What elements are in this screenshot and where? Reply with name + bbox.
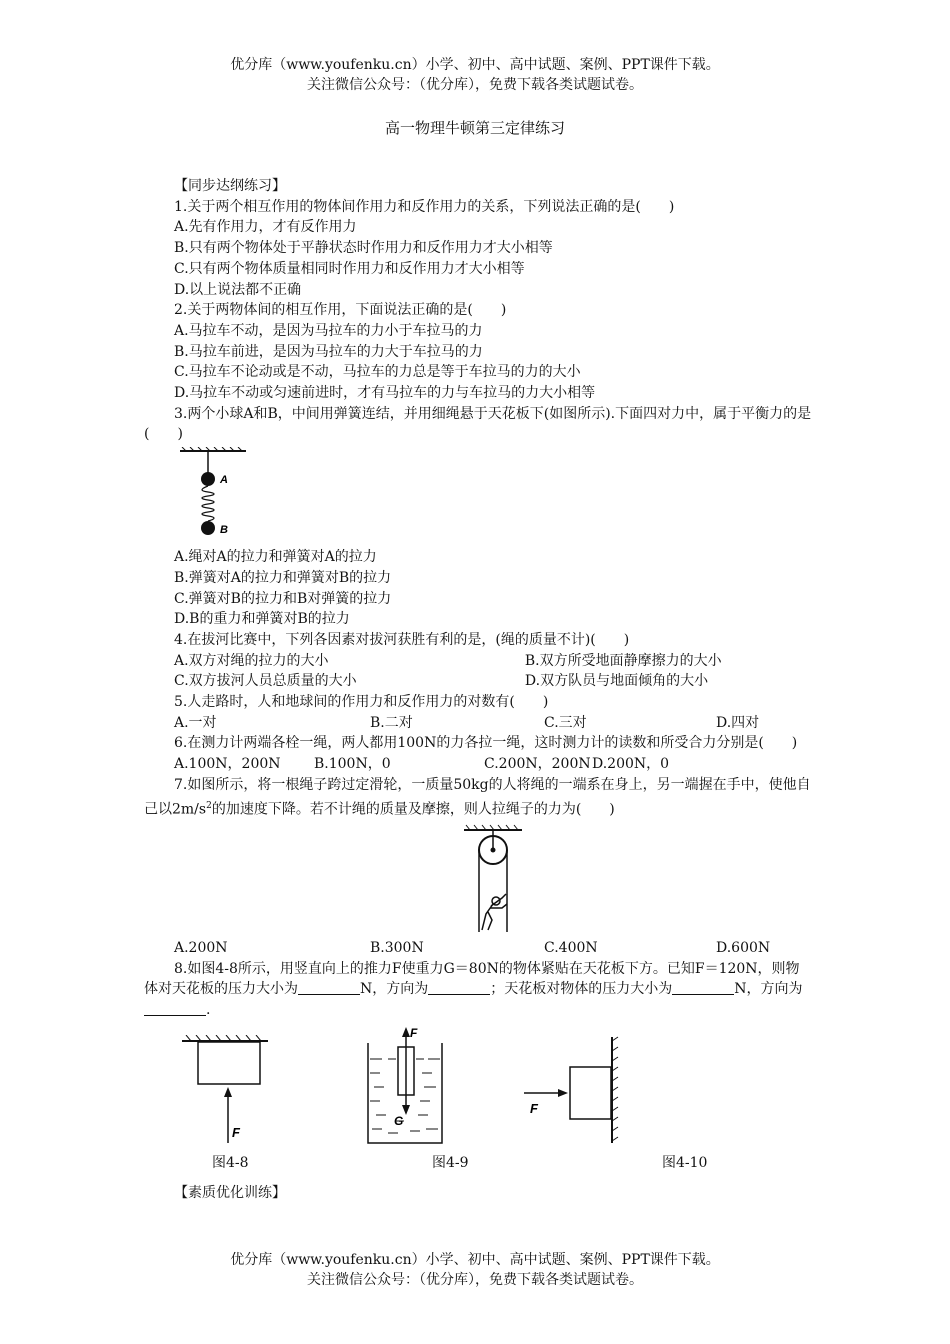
caption-4-10: 图4-10 (662, 1154, 708, 1171)
document-body (144, 176, 812, 1203)
f49-label-f: F (410, 1025, 418, 1040)
q3-option-a: A.绳对A的拉力和弹簧对A的拉力 (174, 549, 377, 566)
q7-stem-part-1: 7.如图所示，将一根绳子跨过定滑轮，一质量50kg的人将绳的一端系在身上，另一端握在手中，使他自己以2m/s (144, 776, 811, 818)
footer-line-2: 关注微信公众号：（优分库），免费下载各类试题试卷。 (307, 1272, 643, 1288)
q1-option-a: A.先有作用力，才有反作用力 (174, 219, 357, 236)
q4-option-a: A.双方对绳的拉力的大小 (174, 652, 329, 669)
section-heading-quality: 【素质优化训练】 (174, 1184, 286, 1201)
block-against-wall (570, 1067, 611, 1119)
block-under-ceiling (198, 1042, 260, 1084)
q4-options-row-1 (144, 651, 812, 672)
q8-blank-4[interactable] (144, 1001, 206, 1016)
q7-options-row (144, 938, 812, 959)
q7-stem-part-2: 的加速度下降。若不计绳的质量及摩擦，则人拉绳子的力为( ) (211, 801, 615, 818)
figure-captions (144, 1153, 812, 1177)
ball-a (201, 472, 215, 486)
section-heading-sync: 【同步达纲练习】 (174, 178, 286, 194)
q7-option-a: A.200N (174, 939, 228, 956)
q8-figures-row (144, 1025, 812, 1153)
figure-4-9 (358, 1025, 454, 1149)
q2-option-d: D.马拉车不动或匀速前进时，才有马拉车的力与车拉马的力大小相等 (174, 385, 596, 402)
spring-balls-figure (178, 447, 248, 545)
q5-option-a: A.一对 (174, 714, 217, 731)
ball-b-label: B (220, 524, 228, 537)
q6-option-d: D.200N，0 (592, 756, 670, 773)
q2-option-c: C.马拉车不论动或是不动，马拉车的力总是等于车拉马的力的大小 (174, 364, 581, 381)
q7-option-b: B.300N (370, 939, 424, 956)
q6-options-row (144, 754, 812, 775)
q4-stem: 4.在拔河比赛中，下列各因素对拔河获胜有利的是，(绳的质量不计)( ) (174, 631, 630, 648)
q1-stem: 1.关于两个相互作用的物体间作用力和反作用力的关系，下列说法正确的是( ) (174, 198, 675, 215)
q8-text-5: . (206, 1002, 211, 1019)
q8-text-2: N，方向为 (360, 981, 429, 998)
f410-label: F (530, 1100, 538, 1116)
page-header (0, 55, 950, 95)
q2-option-a: A.马拉车不动，是因为马拉车的力小于车拉马的力 (174, 322, 483, 339)
figure-4-10 (520, 1035, 630, 1145)
pulley-figure (458, 824, 528, 936)
page-footer (0, 1250, 950, 1290)
q3-stem: 3.两个小球A和B，中间用弹簧连结，并用细绳悬于天花板下(如图所示).下面四对力中，属于平衡力的是( ) (144, 405, 812, 443)
q1-option-d: D.以上说法都不正确 (174, 281, 302, 298)
footer-line-1: 优分库（www.youfenku.cn）小学、初中、高中试题、案例、PPT课件下载。 (230, 1252, 720, 1268)
q6-option-b: B.100N，0 (314, 756, 391, 773)
q7-option-c: C.400N (544, 939, 598, 956)
f49-label-g: G (394, 1113, 404, 1128)
figure-4-8 (180, 1035, 270, 1149)
q8-text-4: N，方向为 (734, 981, 803, 998)
q7-stem (144, 775, 812, 820)
q4-option-d: D.双方队员与地面倾角的大小 (524, 673, 709, 690)
q2-option-b: B.马拉车前进，是因为马拉车的力大于车拉马的力 (174, 343, 483, 360)
spring-coil (202, 486, 214, 521)
q5-option-d: D.四对 (716, 714, 760, 731)
q5-stem: 5.人走路时，人和地球间的作用力和反作用力的对数有( ) (174, 694, 549, 711)
q8-stem (144, 959, 812, 1021)
q8-blank-1[interactable] (298, 980, 360, 995)
q8-text-1: 8.如图4-8所示，用竖直向上的推力F使重力G＝80N的物体紧贴在天花板下方。已知F＝120N，则物体对天花板的压力大小为 (144, 960, 800, 998)
q5-option-c: C.三对 (544, 714, 587, 731)
ball-b (201, 521, 215, 535)
q3-option-d: D.B的重力和弹簧对B的拉力 (174, 611, 350, 628)
q4-option-c: C.双方拔河人员总质量的大小 (174, 673, 357, 690)
q6-option-c: C.200N，200N (484, 756, 591, 773)
q8-blank-3[interactable] (672, 980, 734, 995)
q8-blank-2[interactable] (428, 980, 490, 995)
document-title: 高一物理牛顿第三定律练习 (384, 119, 565, 137)
header-line-2: 关注微信公众号：（优分库），免费下载各类试题试卷。 (307, 77, 643, 93)
q6-option-a: A.100N，200N (174, 756, 281, 773)
q5-option-b: B.二对 (370, 714, 413, 731)
q1-option-c: C.只有两个物体质量相同时作用力和反作用力才大小相等 (174, 260, 525, 277)
q8-text-3: ；天花板对物体的压力大小为 (490, 981, 673, 998)
caption-4-8: 图4-8 (212, 1154, 249, 1171)
q3-option-b: B.弹簧对A的拉力和弹簧对B的拉力 (174, 569, 392, 586)
person-figure (482, 894, 507, 930)
q1-option-b: B.只有两个物体处于平静状态时作用力和反作用力才大小相等 (174, 240, 553, 257)
q4-option-b: B.双方所受地面静摩擦力的大小 (524, 652, 722, 669)
q2-stem: 2.关于两物体间的相互作用，下面说法正确的是( ) (174, 302, 507, 319)
q3-option-c: C.弹簧对B的拉力和B对弹簧的拉力 (174, 590, 392, 607)
header-line-1: 优分库（www.youfenku.cn）小学、初中、高中试题、案例、PPT课件下载。 (230, 57, 720, 73)
q7-option-d: D.600N (716, 939, 771, 956)
q5-options-row (144, 713, 812, 734)
q7-superscript: 2 (206, 800, 212, 811)
q6-stem: 6.在测力计两端各栓一绳，两人都用100N的力各拉一绳，这时测力计的读数和所受合力分别是( ) (174, 735, 798, 752)
q4-options-row-2 (144, 671, 812, 692)
pulley-axle (491, 847, 496, 852)
f48-label: F (232, 1124, 240, 1140)
caption-4-9: 图4-9 (432, 1154, 469, 1171)
ball-a-label: A (220, 474, 228, 487)
